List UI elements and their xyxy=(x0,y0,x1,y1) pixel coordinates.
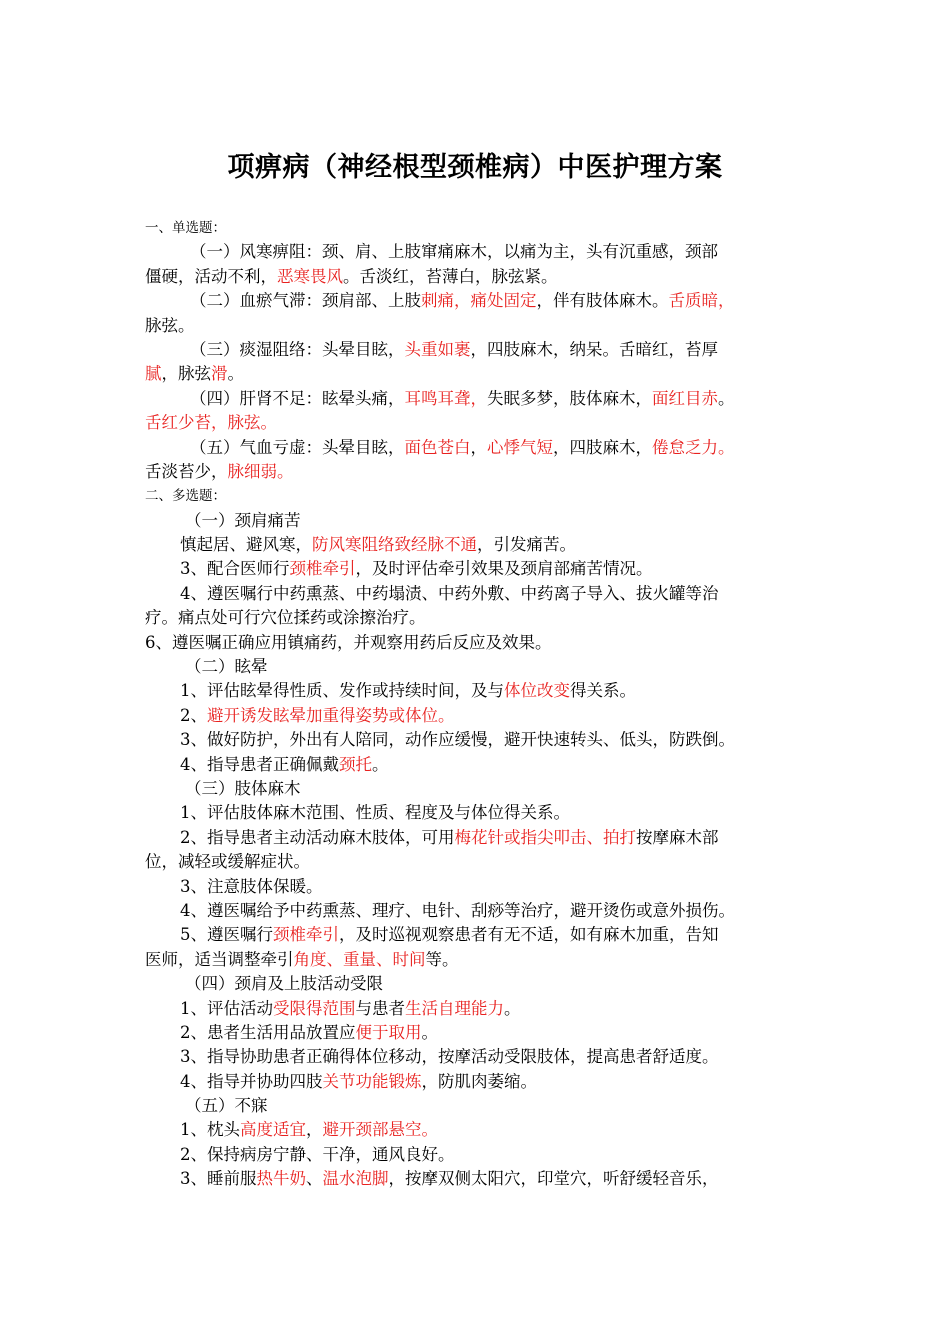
text-line xyxy=(145,655,815,679)
highlighted-text: 恶寒畏风 xyxy=(277,266,343,286)
highlighted-text: 颈椎牵引 xyxy=(289,559,356,579)
section-heading xyxy=(145,216,815,240)
highlighted-text: 高度适宜 xyxy=(240,1120,306,1140)
text-line xyxy=(145,1167,815,1191)
text-segment: 、 xyxy=(306,1169,323,1189)
text-segment: 慎起居、避风寒， xyxy=(180,535,312,555)
text-segment: 。舌淡红，苔薄白，脉弦紧。 xyxy=(343,266,558,286)
highlighted-text: 舌红少苔，脉弦。 xyxy=(145,413,277,433)
highlighted-text: 避开颈部悬空。 xyxy=(322,1120,438,1140)
text-line xyxy=(145,1143,815,1167)
text-segment: （四）肝肾不足：眩晕头痛， xyxy=(190,388,405,408)
text-line xyxy=(145,1021,815,1045)
text-segment: ， xyxy=(470,437,487,457)
text-segment: 1、评估活动 xyxy=(180,998,273,1018)
highlighted-text: 舌质暗， xyxy=(668,291,735,311)
text-line xyxy=(145,948,815,972)
text-segment: 一、单选题： xyxy=(145,220,226,236)
text-segment: 失眠多梦，肢体麻木， xyxy=(487,388,652,408)
text-segment: 疗。痛点处可行穴位揉药或涂擦治疗。 xyxy=(145,608,426,628)
highlighted-text: 热牛奶 xyxy=(256,1169,306,1189)
text-line xyxy=(145,899,815,923)
text-line xyxy=(145,533,815,557)
text-segment: ，及时评估牵引效果及颈肩部痛苦情况。 xyxy=(355,559,653,579)
text-segment: 4、遵医嘱给予中药熏蒸、理疗、电针、刮痧等治疗，避开烫伤或意外损伤。 xyxy=(180,900,735,920)
highlighted-text: 关节功能锻炼 xyxy=(322,1071,422,1091)
text-segment: 脉弦。 xyxy=(145,315,195,335)
text-segment: 2、保持病房宁静、干净，通风良好。 xyxy=(180,1144,455,1164)
highlighted-text: 避开诱发眩晕加重得姿势或体位。 xyxy=(207,705,455,725)
highlighted-text: 腻 xyxy=(145,364,162,384)
text-line xyxy=(145,679,815,703)
highlighted-text: 颈托 xyxy=(339,754,372,774)
text-segment: 4、遵医嘱行中药熏蒸、中药塌渍、中药外敷、中药离子导入、拔火罐等治 xyxy=(180,583,719,603)
text-segment: ，及时巡视观察患者有无不适，如有麻木加重，告知 xyxy=(339,925,719,945)
text-segment: 5、遵医嘱行 xyxy=(180,925,273,945)
text-segment: ，防肌肉萎缩。 xyxy=(421,1071,537,1091)
text-segment: 4、指导并协助四肢 xyxy=(180,1071,323,1091)
text-segment: 舌淡苔少， xyxy=(145,461,228,481)
text-segment: ，引发痛苦。 xyxy=(477,535,576,555)
text-line xyxy=(145,753,815,777)
text-line xyxy=(145,460,815,484)
text-line xyxy=(145,704,815,728)
text-segment: 3、注意肢体保暖。 xyxy=(180,876,323,896)
highlighted-text: 温水泡脚 xyxy=(322,1169,389,1189)
section-heading xyxy=(145,484,815,508)
text-segment: 2、患者生活用品放置应 xyxy=(180,1022,356,1042)
text-line xyxy=(145,972,815,996)
text-segment: （一）颈肩痛苦 xyxy=(185,510,301,530)
text-line xyxy=(145,582,815,606)
text-line xyxy=(145,265,815,289)
text-segment: 3、睡前服 xyxy=(180,1169,257,1189)
highlighted-text: 受限得范围 xyxy=(273,998,356,1018)
text-segment: 3、指导协助患者正确得体位移动，按摩活动受限肢体，提高患者舒适度。 xyxy=(180,1047,719,1067)
highlighted-text: 面色苍白 xyxy=(404,437,471,457)
highlighted-text: 体位改变 xyxy=(504,681,570,701)
text-segment: ，四肢麻木， xyxy=(553,437,652,457)
text-line xyxy=(145,777,815,801)
text-segment: 2、指导患者主动活动麻木肢体，可用 xyxy=(180,827,455,847)
text-line xyxy=(145,1094,815,1118)
document-body xyxy=(145,216,815,1192)
highlighted-text: 便于取用 xyxy=(355,1022,422,1042)
text-line xyxy=(145,1070,815,1094)
highlighted-text: 倦怠乏力。 xyxy=(652,437,735,457)
text-segment: 。 xyxy=(504,998,521,1018)
text-line xyxy=(145,436,815,460)
text-line xyxy=(145,289,815,313)
text-segment: 。 xyxy=(227,364,244,384)
text-line xyxy=(145,314,815,338)
page-title: 项痹病（神经根型颈椎病）中医护理方案 xyxy=(227,152,723,183)
text-segment: 得关系。 xyxy=(570,681,636,701)
text-segment: （二）血瘀气滞：颈肩部、上肢 xyxy=(190,291,421,311)
text-segment: 。 xyxy=(421,1022,438,1042)
text-segment: （三）肢体麻木 xyxy=(185,778,301,798)
text-line xyxy=(145,631,815,655)
text-segment: （四）颈肩及上肢活动受限 xyxy=(185,974,383,994)
text-segment: 4、指导患者正确佩戴 xyxy=(180,754,339,774)
text-line xyxy=(145,240,815,264)
highlighted-text: 脉细弱。 xyxy=(227,461,294,481)
text-segment: 1、枕头 xyxy=(180,1120,240,1140)
text-segment: 1、评估肢体麻木范围、性质、程度及与体位得关系。 xyxy=(180,803,570,823)
text-segment: 1、评估眩晕得性质、发作或持续时间，及与 xyxy=(180,681,504,701)
text-segment: 6、遵医嘱正确应用镇痛药，并观察用药后反应及效果。 xyxy=(145,632,552,652)
highlighted-text: 梅花针或指尖叩击、拍打 xyxy=(454,827,636,847)
highlighted-text: 耳鸣耳聋， xyxy=(404,388,487,408)
text-segment: 3、做好防护，外出有人陪同，动作应缓慢，避开快速转头、低头，防跌倒。 xyxy=(180,730,735,750)
text-line xyxy=(145,728,815,752)
text-line xyxy=(145,997,815,1021)
text-segment: 3、配合医师行 xyxy=(180,559,290,579)
text-line xyxy=(145,387,815,411)
text-line xyxy=(145,557,815,581)
highlighted-text: 心悸气短 xyxy=(487,437,553,457)
text-line xyxy=(145,606,815,630)
highlighted-text: 防风寒阻络致经脉不通 xyxy=(312,535,477,555)
text-segment: （五）气血亏虚：头晕目眩， xyxy=(190,437,405,457)
text-line xyxy=(145,875,815,899)
highlighted-text: 面红目赤 xyxy=(652,388,718,408)
text-segment: 与患者 xyxy=(355,998,405,1018)
text-line xyxy=(145,362,815,386)
text-line xyxy=(145,1045,815,1069)
text-segment: ， xyxy=(306,1120,323,1140)
text-line xyxy=(145,923,815,947)
text-segment: ，按摩双侧太阳穴，印堂穴，听舒缓轻音乐， xyxy=(388,1169,719,1189)
text-segment: （五）不寐 xyxy=(185,1096,268,1116)
text-segment: 医师，适当调整牵引 xyxy=(145,949,294,969)
highlighted-text: 头重如裹 xyxy=(404,339,471,359)
highlighted-text: 角度、重量、时间 xyxy=(293,949,426,969)
text-line xyxy=(145,850,815,874)
text-segment: 。 xyxy=(718,388,735,408)
text-segment: （三）痰湿阻络：头晕目眩， xyxy=(190,339,405,359)
text-line xyxy=(145,1118,815,1142)
text-segment: 。 xyxy=(372,754,389,774)
text-line xyxy=(145,411,815,435)
text-segment: 二、多选题： xyxy=(145,488,226,505)
text-segment: （二）眩晕 xyxy=(185,657,268,677)
text-line xyxy=(145,801,815,825)
text-line xyxy=(145,338,815,362)
text-segment: ，四肢麻木，纳呆。舌暗红，苔厚 xyxy=(470,339,718,359)
text-segment: ，脉弦 xyxy=(161,364,211,384)
highlighted-text: 生活自理能力 xyxy=(405,998,504,1018)
text-segment: 僵硬，活动不利， xyxy=(145,266,277,286)
text-segment: ，伴有肢体麻木。 xyxy=(536,291,669,311)
text-segment: 按摩麻木部 xyxy=(636,827,719,847)
text-segment: 等。 xyxy=(425,949,459,969)
text-segment: 位，减轻或缓解症状。 xyxy=(145,852,310,872)
text-segment: 2、 xyxy=(180,705,207,725)
highlighted-text: 刺痛，痛处固定 xyxy=(421,291,537,311)
text-segment: （一）风寒痹阻：颈、肩、上肢窜痛麻木，以痛为主，头有沉重感，颈部 xyxy=(190,242,718,262)
text-line xyxy=(145,509,815,533)
text-line xyxy=(145,826,815,850)
highlighted-text: 滑 xyxy=(211,364,228,384)
highlighted-text: 颈椎牵引 xyxy=(273,925,339,945)
